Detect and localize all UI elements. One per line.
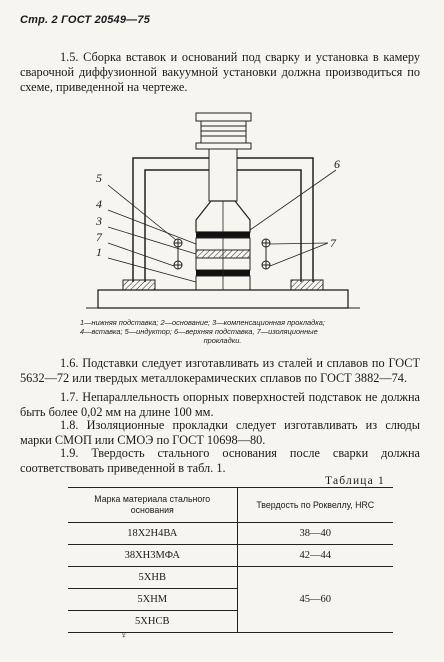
header-hardness: Твердость по Роквеллу, HRC	[237, 488, 393, 523]
paragraph-1-7: 1.7. Непараллельность опорных поверхностей подставок не должна быть более 0,02 мм на длине 100 мм.	[20, 390, 420, 419]
paragraph-1-5: 1.5. Сборка вставок и оснований под сварку и установка в камеру сварочной диффузионной вакуумной установки должна производиться по схеме, приведенной на чертеже.	[20, 50, 420, 94]
label-3: 3	[96, 214, 102, 228]
spring	[201, 121, 246, 143]
left-foot	[123, 280, 155, 290]
welding-assembly-diagram	[78, 110, 368, 310]
cell-material: 18Х2Н4ВА	[68, 523, 237, 545]
insulation-upper	[196, 232, 250, 238]
table-title: Таблица 1	[325, 475, 385, 487]
paragraph-1-6: 1.6. Подставки следует изготавливать из сталей и сплавов по ГОСТ 5632—72 или твердых металлокерамических сплавов по ГОСТ 3882—74.	[20, 356, 420, 385]
footer-mark: ♀	[120, 630, 128, 641]
table-row	[68, 523, 393, 545]
cell-material: 5ХНМ	[68, 589, 237, 611]
label-7-right: 7	[330, 236, 336, 250]
header-material: Марка материала стального основания	[68, 488, 237, 523]
label-6: 6	[334, 157, 340, 171]
figure-caption	[80, 318, 365, 345]
cell-material: 5ХНСВ	[68, 611, 237, 633]
paragraph-1-8: 1.8. Изоляционные прокладки следует изготавливать из слюды марки СМОП или СМОЭ по ГОСТ 10698—80.	[20, 418, 420, 447]
cell-material: 38ХН3МФА	[68, 545, 237, 567]
label-1: 1	[96, 245, 102, 259]
caption-line-2: 4—вставка; 5—индуктор; 6—верхняя подставка, 7—изоляционные	[80, 327, 318, 336]
label-4: 4	[96, 197, 102, 211]
label-7-left: 7	[96, 230, 102, 244]
paragraph-1-9: 1.9. Твердость стального основания после сварки должна соответствовать приведенной в табл. 1.	[20, 446, 420, 475]
hardness-table	[68, 487, 393, 633]
cell-hardness: 38—40	[237, 523, 393, 545]
caption-line-1: 1—нижняя подставка; 2—основание; 3—компенсационная прокладка;	[80, 318, 325, 327]
base-plate	[98, 290, 348, 308]
cell-hardness-merged: 45—60	[237, 567, 393, 633]
cell-material: 5ХНВ	[68, 567, 237, 589]
page-header: Стр. 2 ГОСТ 20549—75	[20, 14, 151, 26]
caption-line-3: прокладки.	[203, 336, 242, 345]
table-header-row	[68, 488, 393, 523]
label-5: 5	[96, 171, 102, 185]
right-foot	[291, 280, 323, 290]
table-row	[68, 567, 393, 589]
cell-hardness: 42—44	[237, 545, 393, 567]
push-rod	[209, 149, 237, 201]
table-row	[68, 545, 393, 567]
